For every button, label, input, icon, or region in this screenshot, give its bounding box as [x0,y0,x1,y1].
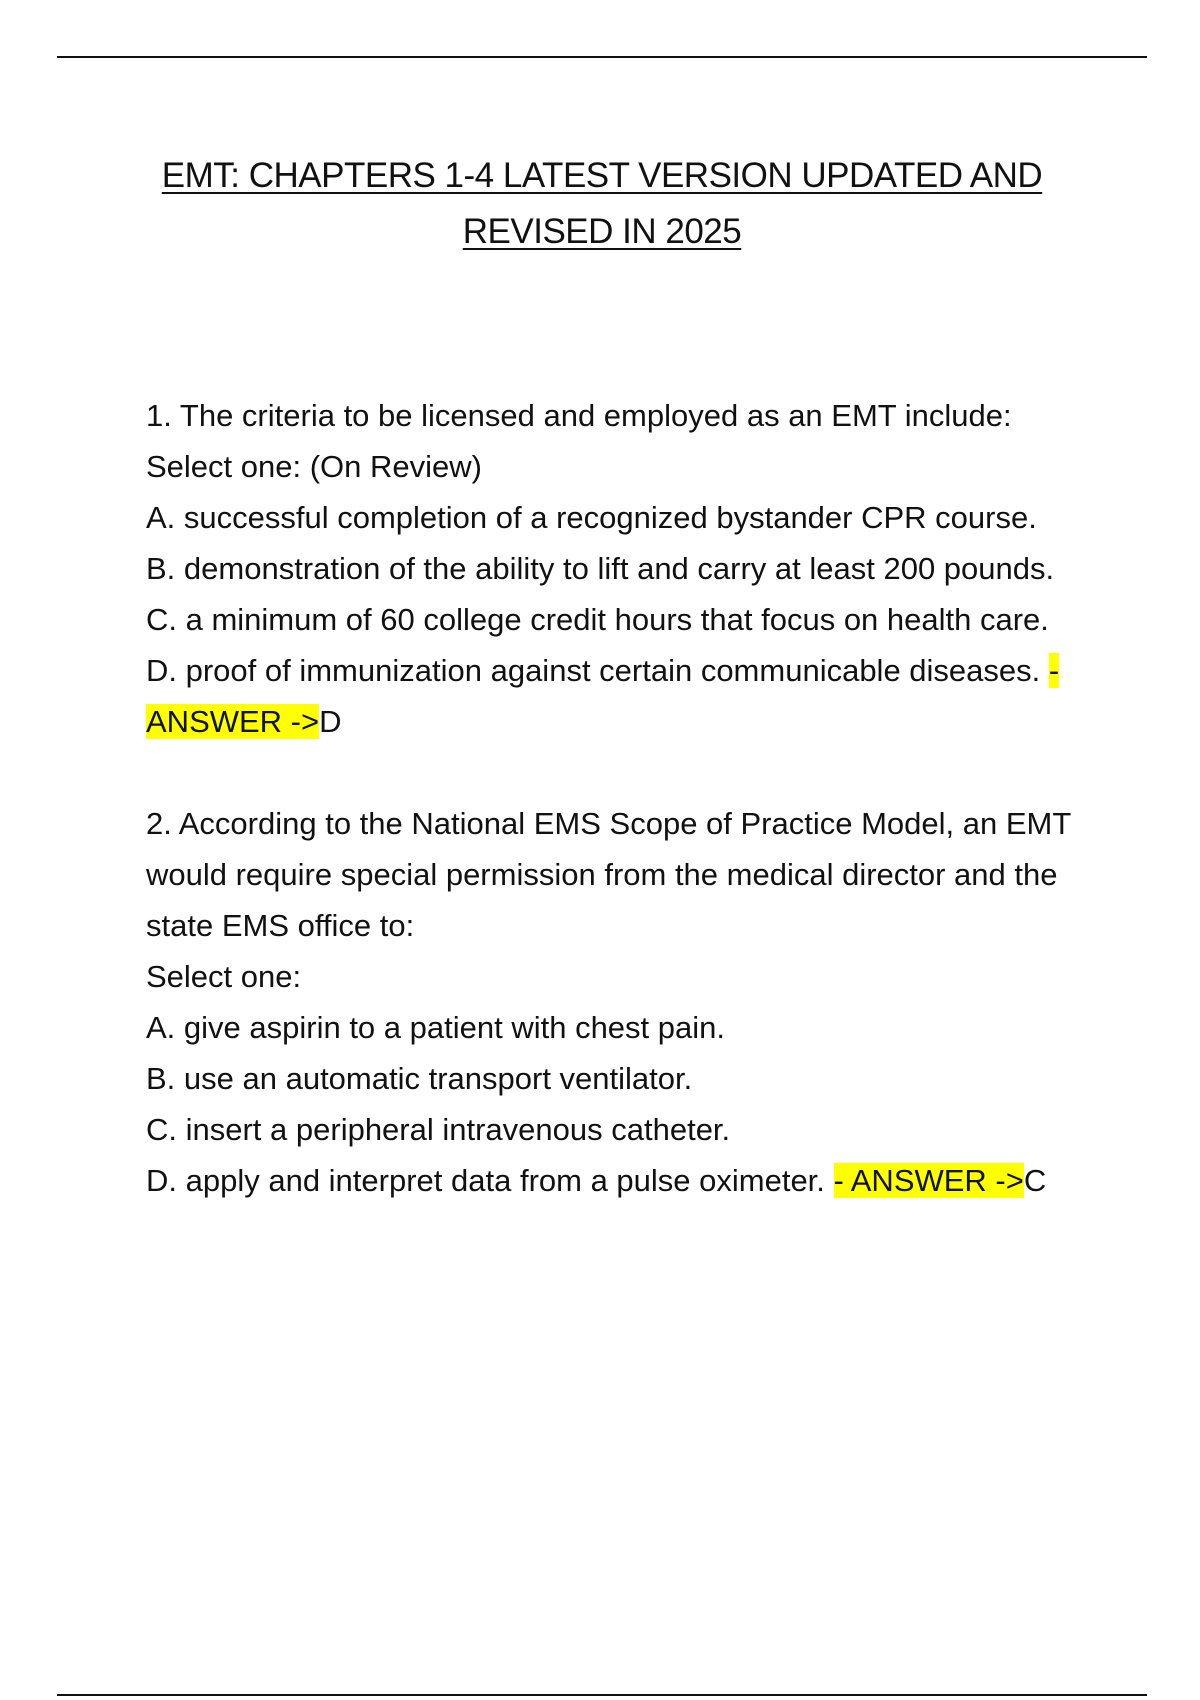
option-b: B. demonstration of the ability to lift and carry at least 200 pounds. [146,551,1055,586]
option-a: A. successful completion of a recognized bystander CPR course. [146,500,1037,535]
answer-highlight: - ANSWER -> [146,653,1060,739]
answer-highlight: - ANSWER -> [833,1163,1024,1198]
option-d-text: D. apply and interpret data from a pulse oximeter. [146,1163,834,1198]
question-stem: 1. The criteria to be licensed and employed as an EMT include: [146,398,1012,433]
answer-value: D [319,704,342,739]
option-b: B. use an automatic transport ventilator. [146,1061,693,1096]
option-d [146,1155,1106,1206]
top-rule [57,56,1147,58]
question-1 [146,390,1106,747]
answer-value: C [1023,1163,1047,1198]
document-title [57,148,1147,260]
option-d-text: D. proof of immunization against certain communicable diseases. [146,653,1049,688]
title-line-2: REVISED IN 2025 [462,212,742,251]
question-stem: 2. According to the National EMS Scope of Practice Model, an EMT would require special permission from the medical director and the state EMS office to: [146,806,1071,943]
option-c: C. insert a peripheral intravenous catheter. [146,1112,731,1147]
question-2 [146,798,1106,1206]
question-list [146,390,1106,1257]
bottom-rule [57,1694,1147,1696]
question-instruction: Select one: (On Review) [146,449,482,484]
question-instruction: Select one: [146,959,302,994]
option-d [146,645,1106,747]
option-a: A. give aspirin to a patient with chest pain. [146,1010,725,1045]
title-line-1: EMT: CHAPTERS 1-4 LATEST VERSION UPDATED AND [161,156,1043,195]
option-c: C. a minimum of 60 college credit hours that focus on health care. [146,602,1049,637]
